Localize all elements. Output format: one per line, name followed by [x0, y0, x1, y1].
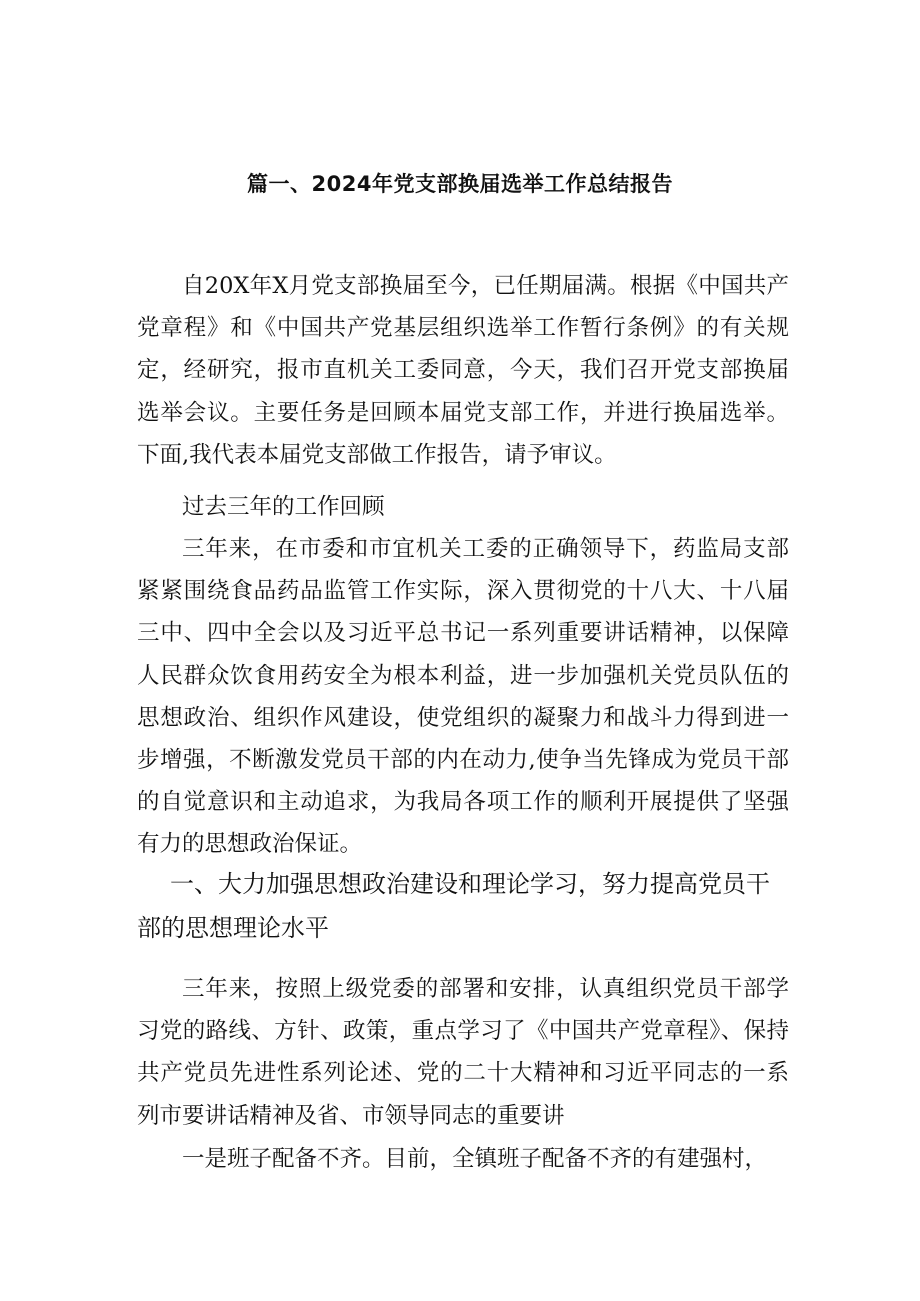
paragraph-review-heading: 过去三年的工作回顾 [182, 494, 385, 520]
paragraph-issue-1: 一是班子配备不齐。目前，全镇班子配备不齐的有建强村， [182, 1146, 768, 1172]
paragraph-section-1-body: 三年来，按照上级党委的部署和安排，认真组织党员干部学习党的路线、方针、政策，重点学习了《中国共产党章程》、保持共产党员先进性系列论述、党的二十大精神和习近平同志的一系列市要讲话精神及省、市领导同志的重要讲 [137, 976, 789, 1129]
paragraph-review-body: 三年来，在市委和市宜机关工委的正确领导下，药监局支部紧紧围绕食品药品监管工作实际，深入贯彻党的十八大、十八届三中、四中全会以及习近平总书记一系列重要讲话精神，以保障人民群众饮食用药安全为根本利益，进一步加强机关党员队伍的思想政治、组织作风建设，使党组织的凝聚力和战斗力得到进一步增强，不断激发党员干部的内在动力,使争当先锋成为党员干部的自觉意识和主动追求，为我局各项工作的顺利开展提供了坚强有力的思想政治保证。 [137, 536, 789, 858]
section-heading-1: 一、大力加强思想政治建设和理论学习，努力提高党员干部的思想理论水平 [137, 870, 770, 942]
document-title: 篇一、2024年党支部换届选举工作总结报告 [247, 172, 673, 196]
paragraph-intro: 自20X年X月党支部换届至今，已任期届满。根据《中国共产党章程》和《中国共产党基层组织选举工作暂行条例》的有关规定，经研究，报市直机关工委同意，今天，我们召开党支部换届选举会议。主要任务是回顾本届党支部工作，并进行换届选举。下面,我代表本届党支部做工作报告，请予审议。 [137, 273, 789, 468]
